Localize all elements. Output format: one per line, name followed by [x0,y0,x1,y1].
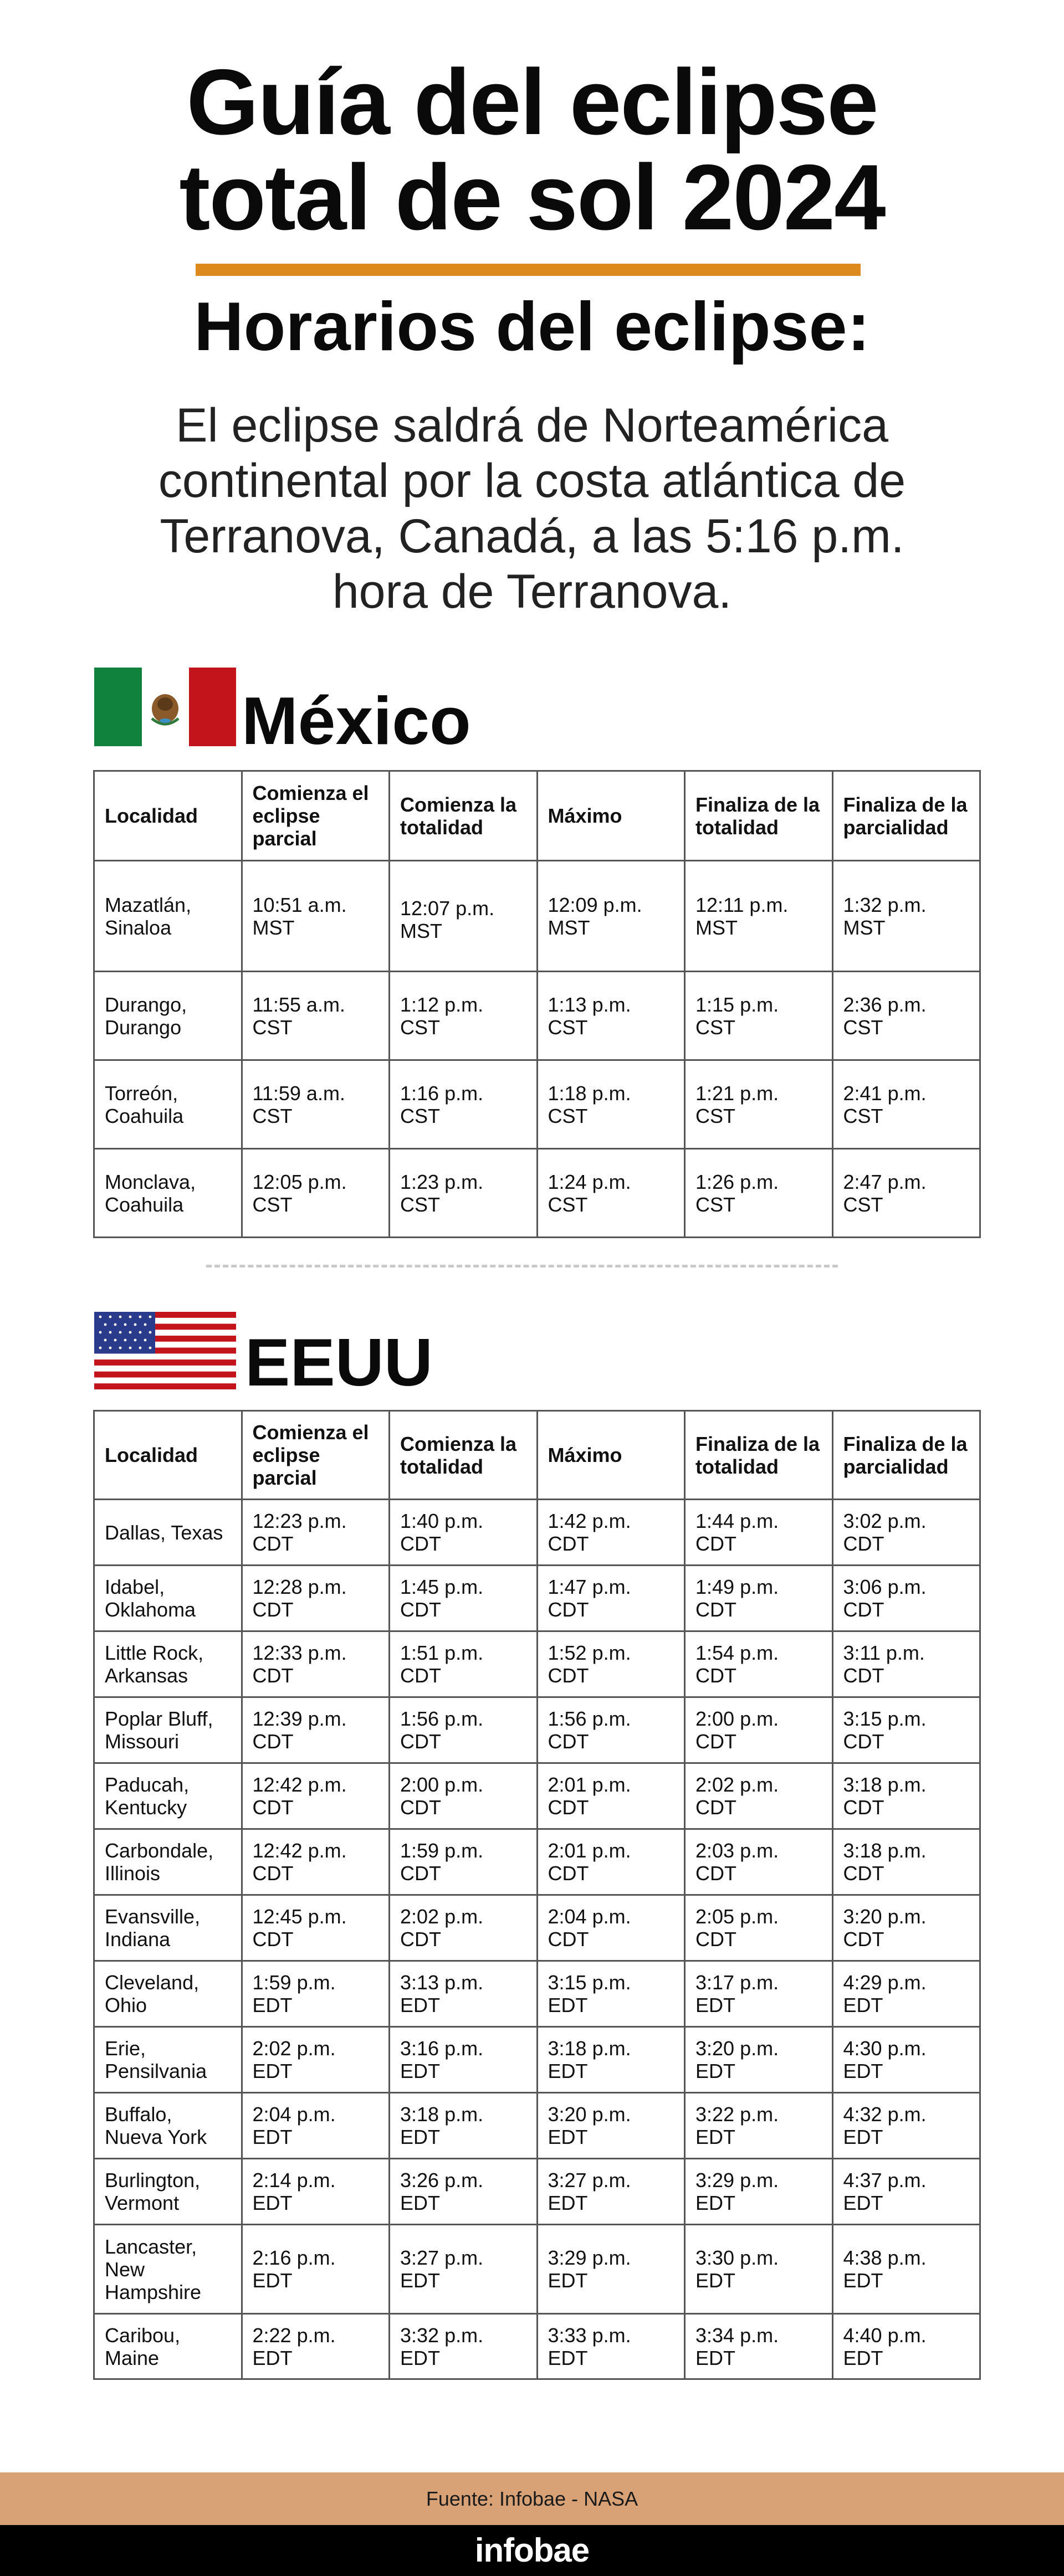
cell-time: 3:17 p.m. EDT [685,1961,833,2027]
cell-time: 1:59 p.m. EDT [242,1961,390,2027]
brand-logo: infobae [0,2525,1064,2576]
cell-time: 2:22 p.m. EDT [242,2314,390,2379]
table-row [94,1631,980,1697]
cell-localidad: Paducah, Kentucky [94,1763,242,1829]
cell-time: 3:27 p.m. EDT [537,2159,685,2225]
mexico-flag-icon [94,668,236,746]
cell-time: 3:29 p.m. EDT [537,2225,685,2314]
column-header-comienza-parcial: Comienza el eclipse parcial [242,771,390,861]
table-header-row [94,1411,980,1500]
cell-time: 12:39 p.m. CDT [242,1697,390,1763]
cell-localidad: Erie, Pensilvania [94,2027,242,2093]
cell-time: 1:54 p.m. CDT [685,1631,833,1697]
cell-localidad: Carbondale, Illinois [94,1829,242,1895]
cell-time: 3:02 p.m. CDT [832,1500,980,1566]
table-row [94,861,980,972]
column-header-comienza-totalidad: Comienza la totalidad [390,1411,538,1500]
cell-time: 1:47 p.m. CDT [537,1566,685,1631]
cell-localidad: Durango, Durango [94,972,242,1060]
cell-time: 1:26 p.m. CST [685,1149,833,1238]
cell-time: 3:18 p.m. CDT [832,1829,980,1895]
cell-time: 1:45 p.m. CDT [390,1566,538,1631]
table-row [94,1697,980,1763]
cell-time: 1:15 p.m. CST [685,972,833,1060]
section-divider [206,1265,838,1268]
cell-time: 3:20 p.m. EDT [685,2027,833,2093]
cell-time: 12:05 p.m. CST [242,1149,390,1238]
cell-time: 3:22 p.m. EDT [685,2093,833,2159]
cell-localidad: Idabel, Oklahoma [94,1566,242,1631]
cell-time: 4:38 p.m. EDT [832,2225,980,2314]
cell-localidad: Mazatlán, Sinaloa [94,861,242,972]
table-row [94,1566,980,1631]
cell-time: 2:01 p.m. CDT [537,1763,685,1829]
table-row [94,2159,980,2225]
table-row [94,1961,980,2027]
cell-time: 2:16 p.m. EDT [242,2225,390,2314]
cell-time: 12:42 p.m. CDT [242,1829,390,1895]
cell-localidad: Cleveland, Ohio [94,1961,242,2027]
cell-time: 2:14 p.m. EDT [242,2159,390,2225]
cell-time: 1:44 p.m. CDT [685,1500,833,1566]
cell-time: 2:04 p.m. CDT [537,1895,685,1961]
mexico-section-title: México [242,683,471,758]
cell-localidad: Little Rock, Arkansas [94,1631,242,1697]
cell-time: 3:32 p.m. EDT [390,2314,538,2379]
cell-time: 3:20 p.m. EDT [537,2093,685,2159]
cell-time: 4:30 p.m. EDT [832,2027,980,2093]
cell-time: 3:16 p.m. EDT [390,2027,538,2093]
title-underline [196,264,861,276]
table-row [94,972,980,1060]
cell-time: 12:23 p.m. CDT [242,1500,390,1566]
table-row [94,1763,980,1829]
intro-paragraph: El eclipse saldrá de Norteamérica continental por la costa atlántica de Terranova, Canadá, a las 5:16 p.m. hora de Terranova. [158,399,906,618]
cell-time: 1:49 p.m. CDT [685,1566,833,1631]
cell-localidad: Dallas, Texas [94,1500,242,1566]
cell-time: 3:30 p.m. EDT [685,2225,833,2314]
cell-time: 3:18 p.m. EDT [537,2027,685,2093]
page-title [0,50,1064,249]
cell-time: 12:07 p.m. MST [390,861,538,972]
cell-time: 3:18 p.m. CDT [832,1763,980,1829]
cell-time: 3:11 p.m. CDT [832,1631,980,1697]
title-line-2: total de sol 2024 [179,145,885,249]
cell-time: 2:05 p.m. CDT [685,1895,833,1961]
cell-time: 3:15 p.m. CDT [832,1697,980,1763]
table-row [94,2314,980,2379]
column-header-finaliza-parcialidad: Finaliza de la parcialidad [832,771,980,861]
cell-time: 3:13 p.m. EDT [390,1961,538,2027]
cell-time: 1:59 p.m. CDT [390,1829,538,1895]
cell-time: 1:13 p.m. CST [537,972,685,1060]
column-header-maximo: Máximo [537,1411,685,1500]
cell-time: 1:21 p.m. CST [685,1060,833,1149]
cell-time: 3:34 p.m. EDT [685,2314,833,2379]
cell-time: 1:24 p.m. CST [537,1149,685,1238]
cell-time: 2:36 p.m. CST [832,972,980,1060]
cell-time: 1:51 p.m. CDT [390,1631,538,1697]
cell-time: 11:55 a.m. CST [242,972,390,1060]
cell-time: 3:20 p.m. CDT [832,1895,980,1961]
cell-time: 2:00 p.m. CDT [390,1763,538,1829]
cell-time: 2:01 p.m. CDT [537,1829,685,1895]
usa-table [93,1410,981,2380]
column-header-comienza-parcial: Comienza el eclipse parcial [242,1411,390,1500]
cell-time: 11:59 a.m. CST [242,1060,390,1149]
cell-time: 3:26 p.m. EDT [390,2159,538,2225]
cell-time: 12:45 p.m. CDT [242,1895,390,1961]
cell-time: 2:00 p.m. CDT [685,1697,833,1763]
cell-time: 1:56 p.m. CDT [390,1697,538,1763]
column-header-localidad: Localidad [94,771,242,861]
cell-time: 1:52 p.m. CDT [537,1631,685,1697]
column-header-localidad: Localidad [94,1411,242,1500]
table-row [94,2225,980,2314]
cell-time: 2:41 p.m. CST [832,1060,980,1149]
cell-localidad: Burlington, Vermont [94,2159,242,2225]
cell-time: 2:02 p.m. EDT [242,2027,390,2093]
cell-time: 2:04 p.m. EDT [242,2093,390,2159]
column-header-finaliza-parcialidad: Finaliza de la parcialidad [832,1411,980,1500]
section-subtitle: Horarios del eclipse: [194,289,870,365]
cell-time: 1:18 p.m. CST [537,1060,685,1149]
cell-time: 4:32 p.m. EDT [832,2093,980,2159]
cell-time: 2:02 p.m. CDT [685,1763,833,1829]
cell-time: 1:32 p.m. MST [832,861,980,972]
cell-localidad: Lancaster, New Hampshire [94,2225,242,2314]
cell-time: 2:47 p.m. CST [832,1149,980,1238]
mexico-table [93,770,981,1238]
cell-localidad: Evansville, Indiana [94,1895,242,1961]
column-header-comienza-totalidad: Comienza la totalidad [390,771,538,861]
cell-time: 3:33 p.m. EDT [537,2314,685,2379]
cell-time: 4:40 p.m. EDT [832,2314,980,2379]
cell-time: 12:09 p.m. MST [537,861,685,972]
cell-time: 3:18 p.m. EDT [390,2093,538,2159]
cell-time: 12:11 p.m. MST [685,861,833,972]
table-row [94,1895,980,1961]
cell-localidad: Monclava, Coahuila [94,1149,242,1238]
table-row [94,2027,980,2093]
cell-time: 12:28 p.m. CDT [242,1566,390,1631]
table-row [94,1060,980,1149]
cell-localidad: Torreón, Coahuila [94,1060,242,1149]
cell-time: 1:12 p.m. CST [390,972,538,1060]
column-header-finaliza-totalidad: Finaliza de la totalidad [685,1411,833,1500]
source-credit: Fuente: Infobae - NASA [0,2472,1064,2525]
cell-localidad: Poplar Bluff, Missouri [94,1697,242,1763]
usa-section-title: EEUU [245,1325,433,1400]
cell-time: 3:15 p.m. EDT [537,1961,685,2027]
cell-time: 2:02 p.m. CDT [390,1895,538,1961]
cell-time: 3:27 p.m. EDT [390,2225,538,2314]
cell-time: 10:51 a.m. MST [242,861,390,972]
table-row [94,2093,980,2159]
cell-time: 12:42 p.m. CDT [242,1763,390,1829]
cell-time: 1:40 p.m. CDT [390,1500,538,1566]
table-row [94,1149,980,1238]
cell-localidad: Caribou, Maine [94,2314,242,2379]
table-row [94,1829,980,1895]
cell-time: 1:16 p.m. CST [390,1060,538,1149]
cell-time: 1:42 p.m. CDT [537,1500,685,1566]
column-header-maximo: Máximo [537,771,685,861]
column-header-finaliza-totalidad: Finaliza de la totalidad [685,771,833,861]
cell-time: 2:03 p.m. CDT [685,1829,833,1895]
cell-time: 1:56 p.m. CDT [537,1697,685,1763]
cell-time: 1:23 p.m. CST [390,1149,538,1238]
cell-time: 4:37 p.m. EDT [832,2159,980,2225]
cell-time: 12:33 p.m. CDT [242,1631,390,1697]
cell-time: 4:29 p.m. EDT [832,1961,980,2027]
title-line-1: Guía del eclipse [186,50,878,154]
cell-time: 3:29 p.m. EDT [685,2159,833,2225]
table-header-row [94,771,980,861]
usa-flag-icon [94,1312,236,1389]
cell-time: 3:06 p.m. CDT [832,1566,980,1631]
cell-localidad: Buffalo, Nueva York [94,2093,242,2159]
table-row [94,1500,980,1566]
